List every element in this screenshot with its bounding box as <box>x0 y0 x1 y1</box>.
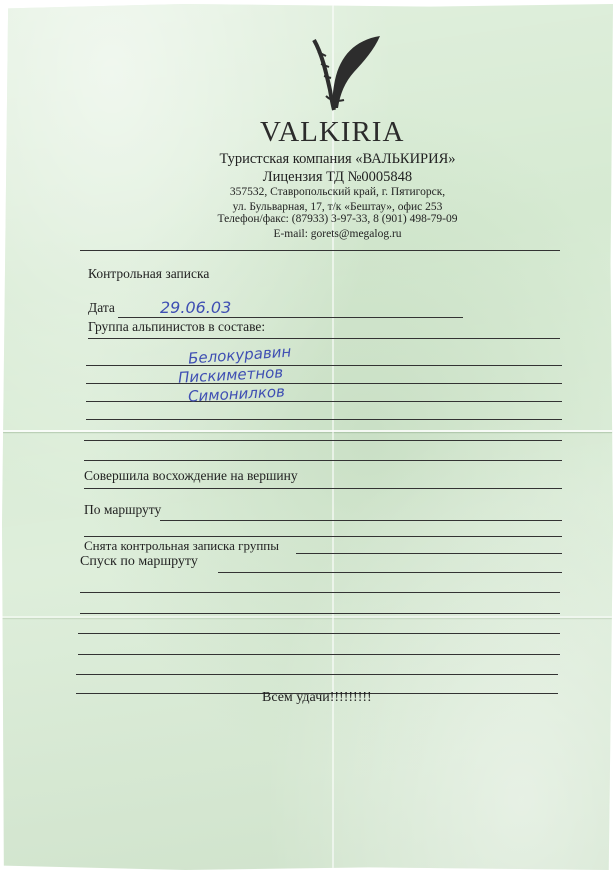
members-line <box>84 440 562 441</box>
removed-label: Снята контрольная записка группы <box>84 538 279 553</box>
license-number: Лицензия ТД №0005848 <box>262 169 413 185</box>
members-line <box>86 401 562 402</box>
date-value: 29.06.03 <box>160 298 232 317</box>
descent-line <box>80 613 560 614</box>
form-title: Контрольная записка <box>88 266 210 281</box>
members-line <box>84 460 562 461</box>
member-name: Пискиметнов <box>177 363 284 387</box>
fold-crease <box>2 616 613 618</box>
email-line: E-mail: gorets@megalog.ru <box>273 228 402 240</box>
descent-line <box>76 674 558 675</box>
members-line <box>86 419 562 420</box>
route-label: По маршруту <box>84 502 162 517</box>
descent-label: Спуск по маршруту <box>80 554 198 569</box>
descent-line <box>78 654 560 655</box>
closing-text: Всем удачи!!!!!!!!! <box>262 690 372 705</box>
members-line <box>86 365 562 366</box>
member-name: Белокуравин <box>187 342 292 368</box>
member-name: Симонилков <box>187 382 286 406</box>
address-line-2: ул. Бульварная, 17, т/к «Бештау», офис 253 <box>232 201 443 213</box>
group-label-line <box>88 338 560 339</box>
descent-line <box>218 572 562 573</box>
members-line <box>86 383 562 384</box>
descent-line <box>80 592 560 593</box>
header-divider <box>80 250 560 251</box>
group-label: Группа альпинистов в составе: <box>88 319 266 334</box>
ascent-line <box>84 488 562 489</box>
descent-line <box>78 633 560 634</box>
fold-crease <box>2 430 613 432</box>
date-line <box>118 317 463 318</box>
feather-quill-icon <box>300 34 390 116</box>
brand-name: VALKIRIA <box>260 116 405 148</box>
company-name: Туристская компания «ВАЛЬКИРИЯ» <box>219 151 456 167</box>
phone-line: Телефон/факс: (87933) 3-97-33, 8 (901) 498-79-09 <box>217 213 458 225</box>
address-line-1: 357532, Ставропольский край, г. Пятигорск, <box>229 186 446 198</box>
route-line <box>160 520 562 521</box>
date-label: Дата <box>88 300 115 315</box>
route-line <box>84 536 562 537</box>
ascent-label: Совершила восхождение на вершину <box>84 468 298 483</box>
removed-line <box>296 553 562 554</box>
